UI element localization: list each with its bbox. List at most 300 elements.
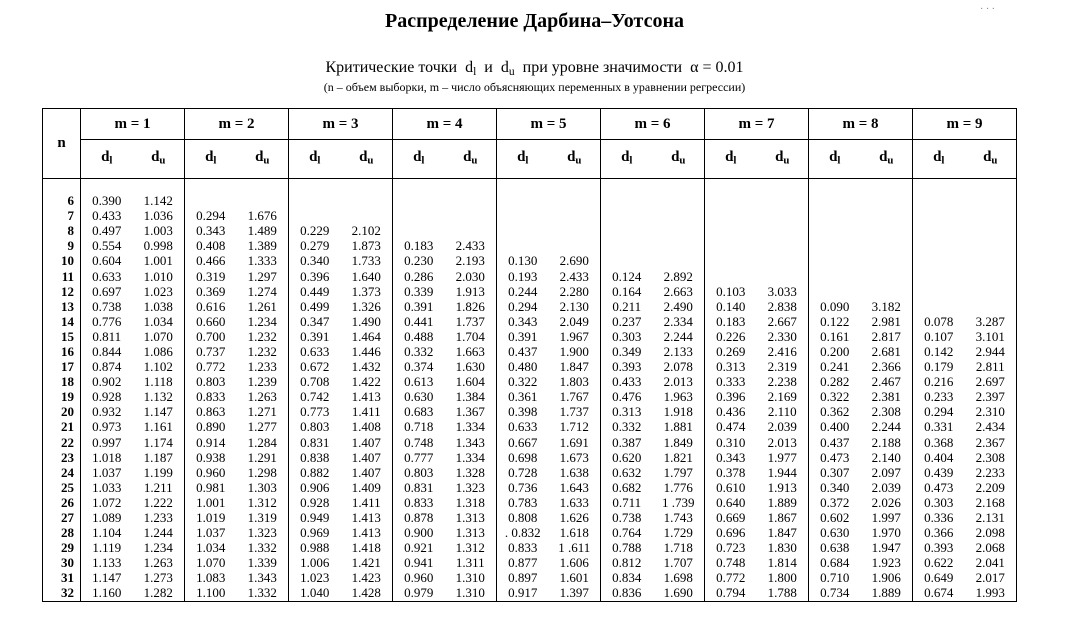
dl-value-cell [185,179,237,209]
dl-value-cell [601,208,653,223]
dl-value-cell: 0.863 [196,404,226,420]
dl-value-cell [601,223,653,238]
du-value-cell: 1.411 [341,495,393,510]
dl-value-cell [809,253,861,268]
subtitle-conj: и [484,59,493,76]
du-value-cell [757,238,809,253]
du-value-cell: 1.418 [341,540,393,555]
du-value-cell: 2.168 [965,495,1017,510]
du-value-cell [549,179,601,209]
dl-value-cell: 0.794 [705,585,757,601]
du-value-cell: 1.310 [445,585,497,601]
dl-value-cell: 0.124 [612,268,642,284]
du-value-cell: 2.244 [653,329,705,344]
du-column-header: $d_u$ [965,140,1017,179]
dl-value-cell: 0.449 [300,283,330,299]
du-value-cell: 1.310 [445,570,497,585]
du-value-cell: 1.187 [133,450,185,465]
dl-value-cell: 0.969 [300,525,330,541]
dl-value-cell [705,253,757,268]
du-value-cell: 1.413 [341,389,393,404]
dl-value-cell: 1.119 [92,540,122,556]
du-value-cell: 1.691 [549,435,601,450]
dl-value-cell: 0.728 [508,464,538,480]
du-value-cell: 1.618 [549,525,601,540]
dl-value-cell: 0.808 [508,510,538,526]
dl-value-cell: 0.973 [92,419,122,435]
du-value-cell: 2.097 [861,465,913,480]
dl-column-header: $d_l$ [913,140,965,179]
du-value-cell: 1.889 [757,495,809,510]
table-row [43,329,1017,344]
du-value-cell: 1.318 [445,495,497,510]
dl-value-cell: 0.960 [196,464,226,480]
du-value-cell: 2.102 [341,223,393,238]
dl-value-cell: 0.343 [508,313,538,329]
du-value-cell: 1.118 [133,374,185,389]
dl-value-cell: 0.960 [404,570,434,586]
dl-value-cell: 0.938 [196,449,226,465]
dl-value-cell [705,238,757,253]
du-value-cell: 1.643 [549,480,601,495]
du-value-cell: 1.222 [133,495,185,510]
dl-value-cell: 0.776 [92,313,122,329]
du-value-cell: 1.889 [861,585,913,601]
dl-value-cell: 0.237 [612,313,642,329]
dl-value-cell: 1.023 [300,570,330,586]
dl-value-cell: 0.622 [924,555,954,571]
dl-value-cell: 0.130 [508,253,538,269]
table-row [43,510,1017,525]
du-value-cell [861,238,913,253]
du-value-cell: 1.913 [445,284,497,299]
n-cell: 19 [43,389,81,404]
du-value-cell: 1.373 [341,284,393,299]
du-value-cell: 1.407 [341,450,393,465]
dl-value-cell: 0.831 [300,434,330,450]
du-value-cell: 1.690 [653,585,705,601]
dl-value-cell: 0.241 [820,359,850,375]
table-row [43,344,1017,359]
dl-value-cell: 1.034 [196,540,226,556]
du-value-cell: 1.326 [341,299,393,314]
du-value-cell [965,179,1017,209]
du-value-cell: 1.698 [653,570,705,585]
dl-value-cell: 0.674 [913,585,965,601]
du-value-cell: 1.232 [237,329,289,344]
du-value-cell [653,208,705,223]
du-value-cell: 1.967 [549,329,601,344]
table-row [43,495,1017,510]
n-cell: 9 [43,238,81,253]
du-value-cell: 2.667 [757,314,809,329]
du-value-cell: 1.284 [237,435,289,450]
dl-value-cell: 0.708 [300,374,330,390]
dl-value-cell: 1.033 [92,479,122,495]
du-value-cell [965,208,1017,223]
dl-value-cell: 0.332 [404,343,434,359]
du-value-cell: 1.132 [133,389,185,404]
durbin-watson-table [42,108,1017,602]
dl-value-cell: 0.398 [508,404,538,420]
du-value-cell: 1.263 [133,555,185,570]
dl-value-cell [705,208,757,223]
du-value-cell [341,208,393,223]
dl-value-cell: 0.838 [300,449,330,465]
dl-value-cell: 0.313 [716,359,746,375]
du-value-cell [653,253,705,268]
du-value-cell: 1.343 [445,435,497,450]
du-value-cell: 2.490 [653,299,705,314]
dl-value-cell: 1.001 [196,494,226,510]
du-value-cell: 2.049 [549,314,601,329]
dl-value-cell: 0.669 [716,510,746,526]
du-value-cell [549,238,601,253]
dl-value-cell: 0.633 [92,268,122,284]
du-value-cell: 1.428 [341,585,393,601]
dl-value-cell [601,179,653,209]
dl-column-header: $d_l$ [705,140,757,179]
table-row [43,253,1017,268]
du-value-cell: 2.817 [861,329,913,344]
table-row [43,465,1017,480]
du-value-cell: 1.944 [757,465,809,480]
du-column-header: $d_u$ [133,140,185,179]
du-column-header: $d_u$ [757,140,809,179]
table-row [43,585,1017,601]
du-value-cell: 1.489 [237,223,289,238]
dl-value-cell: 0.833 [404,494,434,510]
dl-value-cell: 0.211 [612,298,642,314]
dl-value-cell: 0.361 [508,389,538,405]
dl-value-cell: 0.408 [196,238,226,254]
dl-column-header: $d_l$ [393,140,445,179]
du-value-cell: 1.199 [133,465,185,480]
du-value-cell: 2.013 [757,435,809,450]
dl-value-cell: 0.834 [612,570,642,586]
dl-value-cell: 0.368 [924,434,954,450]
dl-value-cell: 0.336 [924,510,954,526]
n-cell: 8 [43,223,81,238]
du-value-cell: 1.312 [445,540,497,555]
dl-value-cell [809,238,861,253]
m-header: m = 4 [393,109,497,140]
du-value-cell: 1.423 [341,570,393,585]
du-value-cell: 1.601 [549,570,601,585]
du-value-cell: 1.918 [653,404,705,419]
dl-value-cell: 0.696 [716,525,746,541]
du-value-cell [757,179,809,209]
du-value-cell [653,223,705,238]
dl-value-cell [809,268,861,283]
dl-value-cell: 0.630 [404,389,434,405]
dl-value-cell: 0.244 [508,283,538,299]
du-value-cell: 1.332 [237,540,289,555]
dl-value-cell: 0.914 [196,434,226,450]
dl-value-cell: 1.037 [92,464,122,480]
dl-value-cell: 0.229 [300,223,330,239]
dl-value-cell: 0.396 [716,389,746,405]
du-value-cell: 2.811 [965,359,1017,374]
du-value-cell: 2.308 [965,450,1017,465]
du-value-cell: 2.944 [965,344,1017,359]
du-value-cell: 1.923 [861,555,913,570]
du-value-cell: 1.847 [757,525,809,540]
table-row [43,525,1017,540]
dl-value-cell: 1.083 [196,570,226,586]
du-value-cell: 1.282 [133,585,185,601]
du-value-cell: 1.970 [861,525,913,540]
dl-value-cell: 0.347 [300,313,330,329]
du-value-cell: 2.981 [861,314,913,329]
du-value-cell: 2.366 [861,359,913,374]
du-value-cell: 3.033 [757,284,809,299]
du-value-cell: 1.036 [133,208,185,223]
n-cell: 24 [43,465,81,480]
du-value-cell: 2.433 [549,268,601,283]
du-value-cell: 1.606 [549,555,601,570]
dl-value-cell: 0.193 [508,268,538,284]
dl-value-cell: 0.928 [92,389,122,405]
dl-value-cell: 0.979 [393,585,445,601]
dl-value-cell: 0.697 [92,283,122,299]
n-cell: 26 [43,495,81,510]
dl-value-cell: 0.710 [820,570,850,586]
dl-value-cell: 0.633 [300,343,330,359]
du-value-cell: 2.188 [861,435,913,450]
dl-value-cell: 0.400 [820,419,850,435]
dl-value-cell: 0.772 [196,359,226,375]
dl-value-cell: 0.616 [196,298,226,314]
du-value-cell: 1.977 [757,450,809,465]
du-value-cell: 1.313 [445,510,497,525]
du-value-cell: 1.422 [341,374,393,389]
dl-value-cell: 0.882 [300,464,330,480]
du-value-cell: 1.432 [341,359,393,374]
du-value-cell: 1.663 [445,344,497,359]
du-value-cell: 1.298 [237,465,289,480]
table-body [43,179,1017,602]
m-header: m = 9 [913,109,1017,140]
du-value-cell [549,208,601,223]
subtitle-alpha: α = 0.01 [690,59,744,76]
dl-value-cell: 0.610 [716,479,746,495]
dl-value-cell [809,208,861,223]
dl-value-cell: 0.433 [612,374,642,390]
du-value-cell: 2.838 [757,299,809,314]
dl-value-cell: 0.672 [300,359,330,375]
du-value-cell: 2.244 [861,419,913,434]
dl-value-cell: 0.473 [820,449,850,465]
dl-value-cell: 0.488 [404,328,434,344]
dl-value-cell: 0.269 [716,343,746,359]
dl-value-cell: 0.339 [404,283,434,299]
du-column-header: $d_u$ [341,140,393,179]
dl-value-cell: 0.322 [820,389,850,405]
du-value-cell: 2.030 [445,268,497,283]
du-value-cell: 1.729 [653,525,705,540]
dl-value-cell: 0.294 [508,298,538,314]
table-row [43,570,1017,585]
dl-value-cell: 0.742 [300,389,330,405]
du-value-cell: 1 .739 [653,495,705,510]
dl-value-cell: 0.340 [820,479,850,495]
dl-value-cell: 0.833 [196,389,226,405]
du-value-cell: 1.234 [133,540,185,555]
dl-value-cell: 0.369 [196,283,226,299]
du-value-cell: 2.416 [757,344,809,359]
du-value-cell: 1.676 [237,208,289,223]
du-value-cell: 1.776 [653,480,705,495]
dl-value-cell: 0.349 [612,343,642,359]
du-value-cell: 1.464 [341,329,393,344]
du-value-cell: 1.161 [133,419,185,434]
dl-value-cell: 0.140 [716,298,746,314]
du-value-cell: 1.814 [757,555,809,570]
du-value-cell: 2.433 [445,238,497,253]
du-value-cell: 1.604 [445,374,497,389]
du-value-cell: 2.663 [653,284,705,299]
du-value-cell [549,223,601,238]
dl-du-header-row [43,140,1017,179]
page-subtitle [0,59,1069,78]
dl-value-cell: 0.684 [820,555,850,571]
subtitle-middle: при уровне значимости [522,59,683,76]
dl-value-cell [393,223,445,238]
dl-value-cell: 0.441 [404,313,434,329]
du-value-cell: 1.003 [133,223,185,238]
du-value-cell: 1.413 [341,525,393,540]
m-header-row [43,109,1017,140]
du-value-cell: 1.367 [445,404,497,419]
du-value-cell [861,253,913,268]
du-value-cell: 1.707 [653,555,705,570]
dl-value-cell: 1.104 [92,525,122,541]
dl-value-cell: 0.433 [92,208,122,224]
page-title: Распределение Дарбина–Уотсона [384,10,685,32]
du-value-cell: 1.397 [549,585,601,601]
dl-value-cell: 0.777 [404,449,434,465]
du-value-cell: 1.821 [653,450,705,465]
du-value-cell: 2.130 [549,299,601,314]
du-value-cell [965,268,1017,283]
dl-value-cell: 0.877 [508,555,538,571]
dl-value-cell: 0.436 [716,404,746,420]
dl-value-cell: . 0.832 [504,525,541,541]
dl-value-cell [601,238,653,253]
du-value-cell [861,284,913,299]
du-value-cell: 2.068 [965,540,1017,555]
dl-column-header: $d_l$ [289,140,341,179]
du-value-cell: 1.849 [653,435,705,450]
du-value-cell: 2.681 [861,344,913,359]
du-value-cell: 1.311 [445,555,497,570]
du-value-cell: 1.712 [549,419,601,434]
dl-value-cell: 0.602 [820,510,850,526]
du-value-cell: 2.133 [653,344,705,359]
subtitle-prefix: Критические точки [325,59,458,76]
du-value-cell: 1.830 [757,540,809,555]
du-value-cell: 1.673 [549,450,601,465]
du-value-cell: 1.803 [549,374,601,389]
du-value-cell: 1.334 [445,450,497,465]
m-header: m = 8 [809,109,913,140]
du-value-cell: 1.997 [861,510,913,525]
du-value-cell [861,208,913,223]
dl-value-cell [913,268,965,283]
du-value-cell [861,268,913,283]
du-column-header: $d_u$ [445,140,497,179]
du-value-cell: 1.233 [133,510,185,525]
du-value-cell [445,223,497,238]
dl-value-cell: 0.988 [300,540,330,556]
du-value-cell: 1.630 [445,359,497,374]
dl-value-cell: 0.783 [508,494,538,510]
du-value-cell: 1.291 [237,450,289,465]
dl-value-cell: 1.160 [81,585,133,601]
du-value-cell: 1.963 [653,389,705,404]
du-value-cell: 1.038 [133,299,185,314]
dl-column-header: $d_l$ [497,140,549,179]
dl-value-cell: 1.006 [300,555,330,571]
du-value-cell [965,238,1017,253]
du-value-cell: 1.034 [133,314,185,329]
m-header: m = 7 [705,109,809,140]
du-value-cell [965,299,1017,314]
du-value-cell: 1.339 [237,555,289,570]
dl-value-cell: 1.070 [196,555,226,571]
du-value-cell: 1.070 [133,329,185,344]
du-value-cell [757,208,809,223]
du-value-cell: 1.332 [237,585,289,601]
dl-value-cell: 0.233 [924,389,954,405]
dl-value-cell [705,268,757,283]
du-value-cell: 1.767 [549,389,601,404]
table-row [43,374,1017,389]
dl-value-cell: 0.164 [612,283,642,299]
dl-value-cell: 0.748 [404,434,434,450]
du-value-cell: 2.238 [757,374,809,389]
dl-value-cell: 0.772 [716,570,746,586]
n-cell: 10 [43,253,81,268]
du-value-cell: 1.737 [549,404,601,419]
du-value-cell: 2.131 [965,510,1017,525]
dl-value-cell: 0.640 [716,494,746,510]
table-row [43,435,1017,450]
dl-value-cell: 0.183 [404,238,434,254]
n-cell: 13 [43,299,81,314]
dl-value-cell: 0.949 [300,510,330,526]
dl-value-cell: 0.313 [612,404,642,420]
dl-value-cell: 0.718 [404,419,434,435]
dl-value-cell: 0.437 [508,343,538,359]
m-header: m = 3 [289,109,393,140]
dl-value-cell: 0.404 [924,449,954,465]
dl-value-cell: 0.122 [820,313,850,329]
dl-value-cell: 0.372 [820,494,850,510]
dl-value-cell: 0.630 [820,525,850,541]
du-value-cell [861,179,913,209]
table-row [43,359,1017,374]
dl-value-cell: 1.018 [92,449,122,465]
du-value-cell: 2.690 [549,253,601,268]
dl-value-cell: 0.683 [404,404,434,420]
m-header: m = 6 [601,109,705,140]
dl-value-cell: 1.040 [289,585,341,601]
table-row [43,314,1017,329]
dl-value-cell: 0.374 [404,359,434,375]
du-value-cell: 2.013 [653,374,705,389]
